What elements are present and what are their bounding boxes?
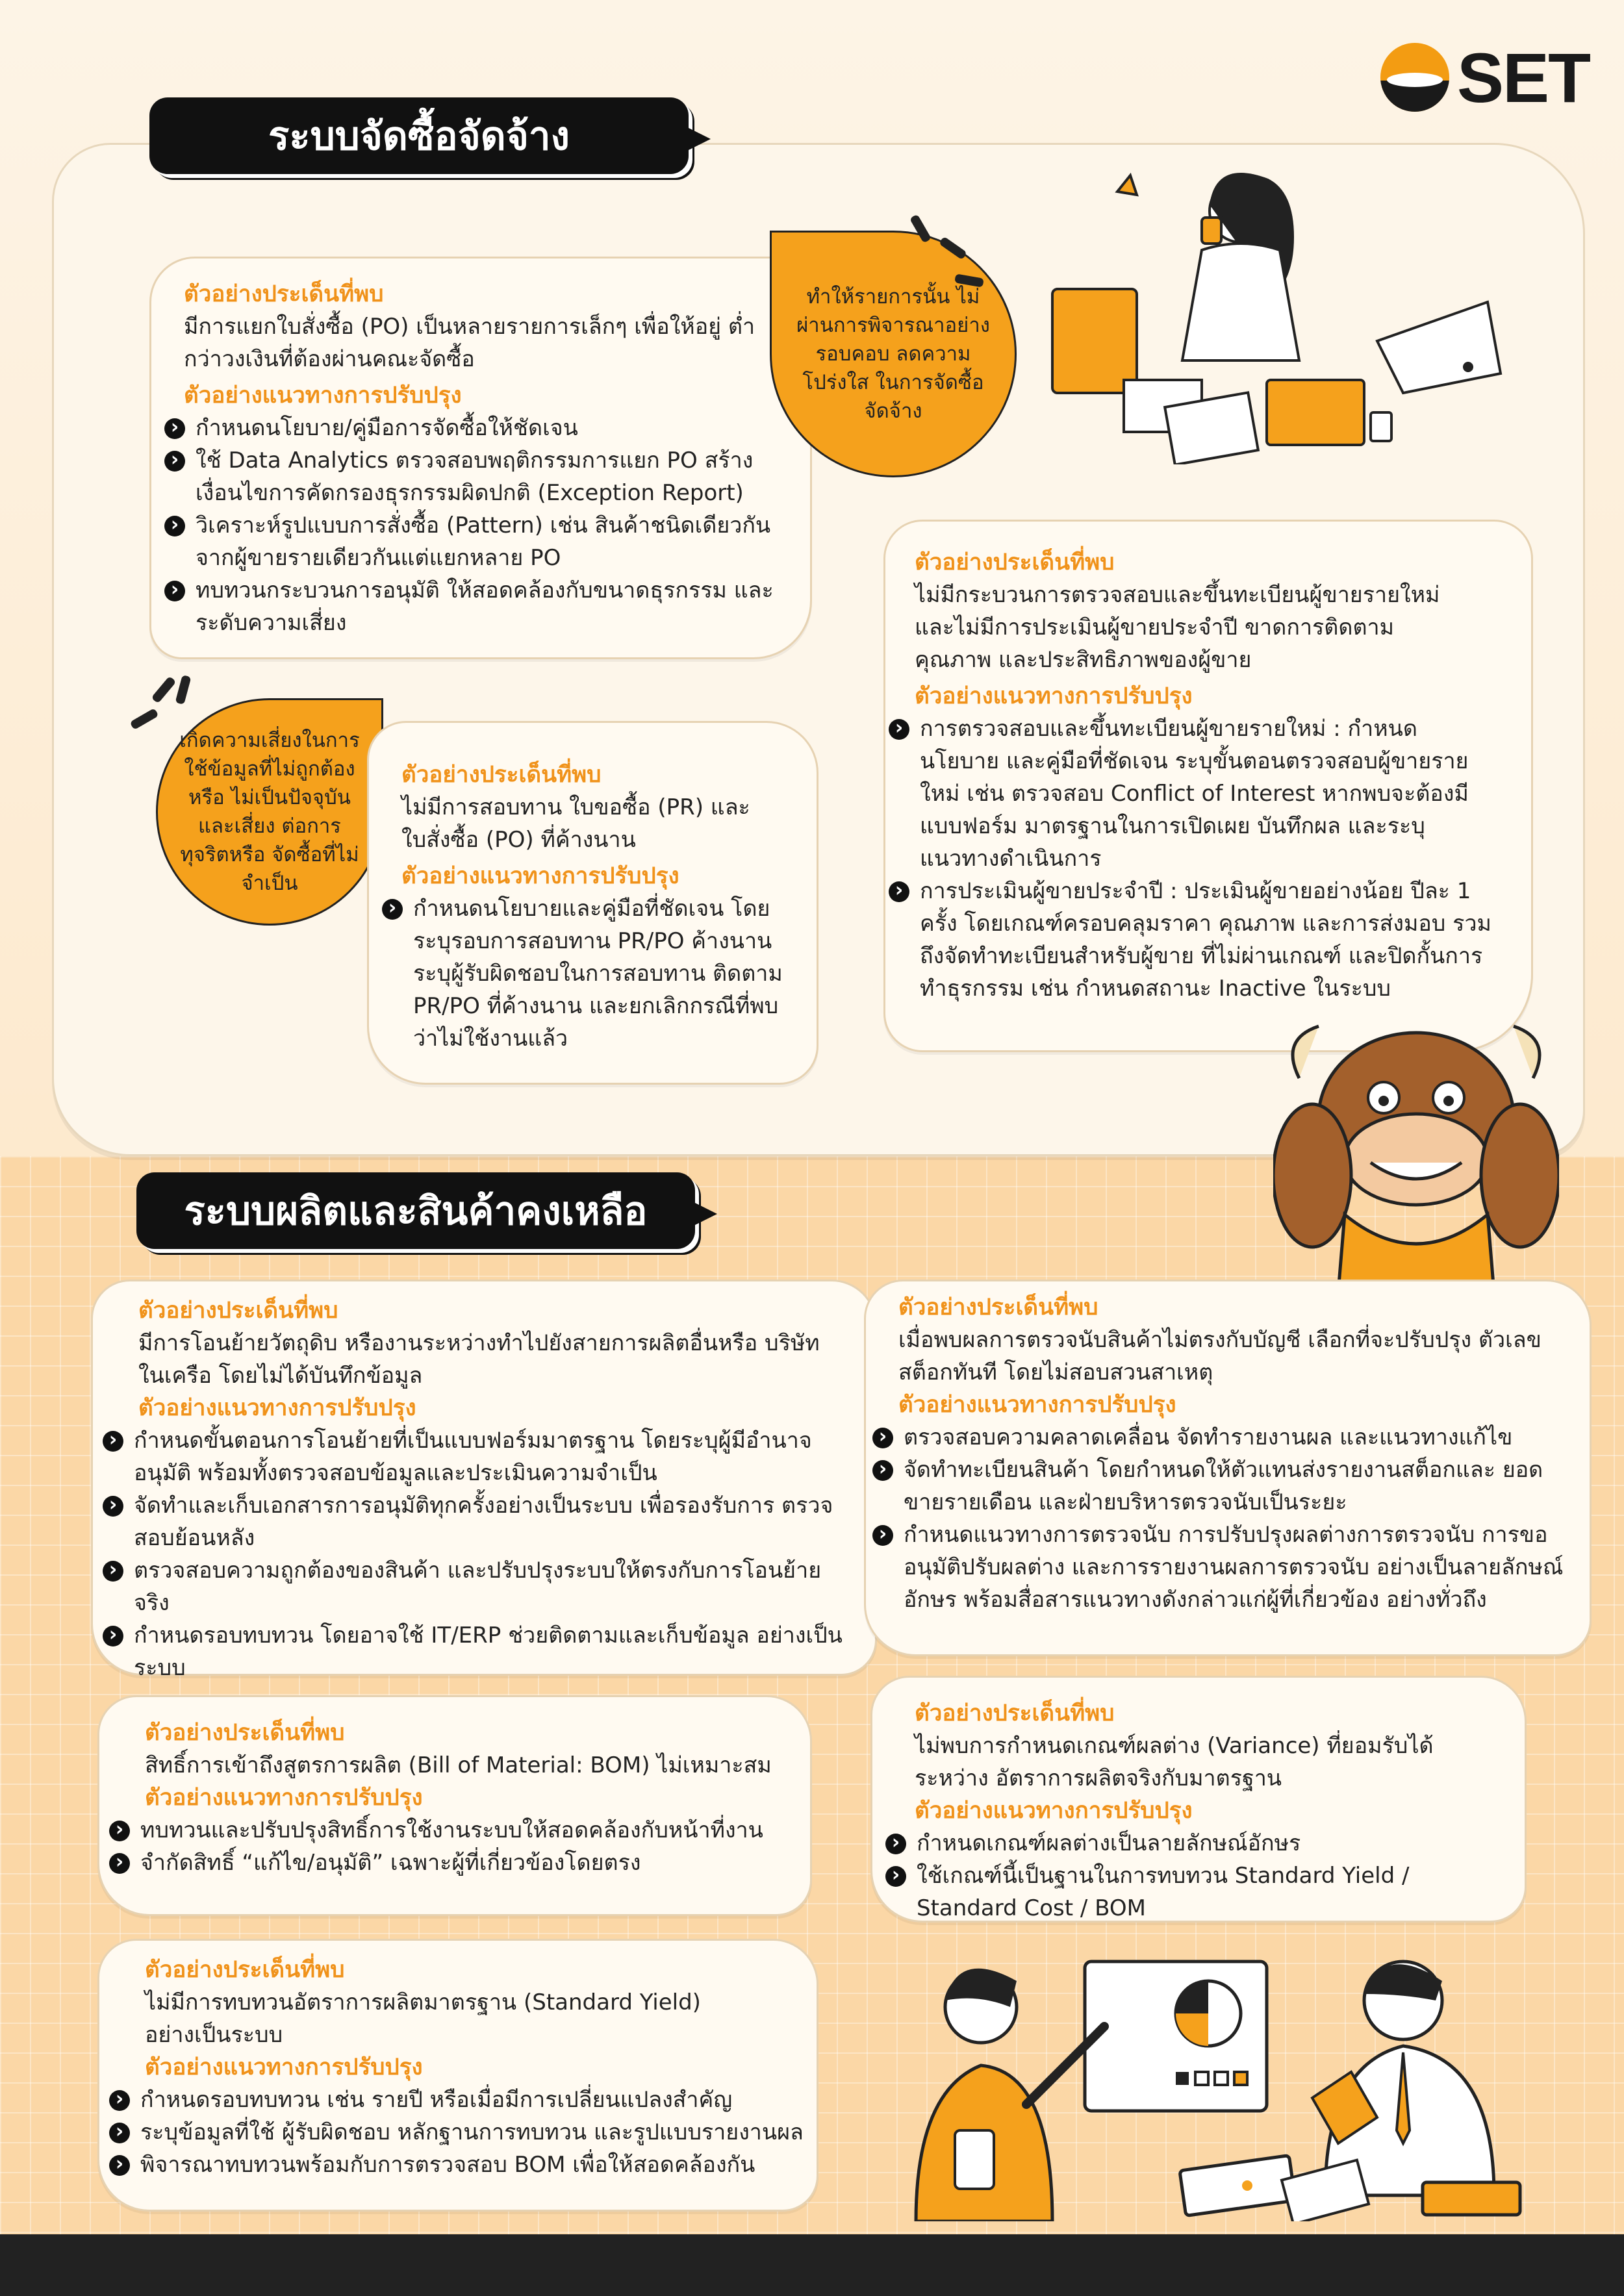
finding-title: ตัวอย่างประเด็นที่พบ xyxy=(401,762,602,788)
improve-list xyxy=(109,2084,804,2181)
logo-text: SET xyxy=(1457,38,1590,117)
improve-title: ตัวอย่างแนวทางการปรับปรุง xyxy=(915,683,1193,709)
list-item: › กำหนดนโยบาย/คู่มือการจัดซื้อให้ชัดเจน xyxy=(164,412,791,444)
footer-bar xyxy=(0,2234,1624,2296)
set-sun-icon xyxy=(1380,43,1449,112)
list-item: › ทบทวนและปรับปรุงสิทธิ์การใช้งานระบบให้สอดคล้องกับหน้าที่งาน xyxy=(109,1814,797,1847)
inventory-card-standard-yield xyxy=(97,1939,818,2212)
set-logo xyxy=(1380,39,1588,117)
finding-title: ตัวอย่างประเด็นที่พบ xyxy=(184,281,384,307)
finding-text: ไม่พบการกำหนดเกณฑ์ผลต่าง (Variance) ที่ยอมรับได้ระหว่าง อัตราการผลิตจริงกับมาตรฐาน xyxy=(915,1733,1434,1791)
improve-title: ตัวอย่างแนวทางการปรับปรุง xyxy=(145,2054,423,2080)
improve-list xyxy=(103,1424,856,1684)
consequence-bubble-1 xyxy=(770,231,1017,477)
list-item: › ใช้เกณฑ์นี้เป็นฐานในการทบทวน Standard Yield / Standard Cost / BOM xyxy=(885,1860,1490,1924)
improve-title: ตัวอย่างแนวทางการปรับปรุง xyxy=(898,1392,1176,1418)
finding-text: สิทธิ์การเข้าถึงสูตรการผลิต (Bill of Material: BOM) ไม่เหมาะสม xyxy=(145,1752,772,1778)
finding-text: ไม่มีการสอบทาน ใบขอซื้อ (PR) และ ใบสั่งซื้อ (PO) ที่ค้างนาน xyxy=(401,794,750,853)
improve-list xyxy=(382,892,804,1055)
consequence-bubble-2 xyxy=(156,698,383,926)
finding-title: ตัวอย่างประเด็นที่พบ xyxy=(915,549,1115,575)
list-item: › ตรวจสอบความถูกต้องของสินค้า และปรับปรุงระบบให้ตรงกับการโอนย้ายจริง xyxy=(103,1554,856,1619)
meeting-illustration xyxy=(896,1936,1533,2221)
list-item: › กำหนดรอบทบทวน เช่น รายปี หรือเมื่อมีการเปลี่ยนแปลงสำคัญ xyxy=(109,2084,804,2116)
finding-text: มีการแยกใบสั่งซื้อ (PO) เป็นหลายรายการเล็กๆ เพื่อให้อยู่ ต่ำกว่าวงเงินที่ต้องผ่านคณะจัดซื้อ xyxy=(184,314,755,372)
improve-title: ตัวอย่างแนวทางการปรับปรุง xyxy=(138,1395,416,1421)
inventory-card-variance xyxy=(870,1676,1527,1923)
list-item: › จัดทำและเก็บเอกสารการอนุมัติทุกครั้งอย่างเป็นระบบ เพื่อรองรับการ ตรวจสอบย้อนหลัง xyxy=(103,1489,856,1554)
list-item: › ทบทวนกระบวนการอนุมัติ ให้สอดคล้องกับขนาดธุรกรรม และระดับความเสี่ยง xyxy=(164,574,791,639)
bull-mascot xyxy=(1273,1000,1559,1299)
list-item: › กำหนดรอบทบทวน โดยอาจใช้ IT/ERP ช่วยติดตามและเก็บข้อมูล อย่างเป็นระบบ xyxy=(103,1619,856,1684)
finding-title: ตัวอย่างประเด็นที่พบ xyxy=(138,1298,338,1324)
list-item: › ระบุข้อมูลที่ใช้ ผู้รับผิดชอบ หลักฐานการทบทวน และรูปแบบรายงานผล xyxy=(109,2116,804,2149)
improve-title: ตัวอย่างแนวทางการปรับปรุง xyxy=(145,1785,423,1811)
procurement-card-po-splitting xyxy=(149,257,812,659)
list-item: › จัดทำทะเบียนสินค้า โดยกำหนดให้ตัวแทนส่งรายงานสต็อกและ ยอดขายรายเดือน และฝ่ายบริหารตรวจนับเป็นระยะ xyxy=(872,1454,1573,1519)
finding-text: ไม่มีกระบวนการตรวจสอบและขึ้นทะเบียนผู้ขายรายใหม่ และไม่มีการประเมินผู้ขายประจำปี ขาดการติดตามคุณภาพ และประสิทธิภาพของผู้ขาย xyxy=(915,582,1440,673)
list-item: › ใช้ Data Analytics ตรวจสอบพฤติกรรมการแยก PO สร้างเงื่อนไขการคัดกรองธุรกรรมผิดปกติ (Exception Report) xyxy=(164,444,791,509)
section-title-procurement xyxy=(149,97,689,174)
improve-list xyxy=(872,1421,1573,1616)
finding-text: เมื่อพบผลการตรวจนับสินค้าไม่ตรงกับบัญชี เลือกที่จะปรับปรุง ตัวเลขสต็อกทันที โดยไม่สอบสวนสาเหตุ xyxy=(898,1327,1542,1385)
section-title-text: ระบบจัดซื้อจัดจ้าง xyxy=(268,113,570,159)
list-item: › กำหนดแนวทางการตรวจนับ การปรับปรุงผลต่างการตรวจนับ การขออนุมัติปรับผลต่าง และการรายงานผลการตรวจนับ อย่างเป็นลายลักษณ์อักษร พร้อมสื่อสารแนวทางดังกล่าวแก่ผู้ที่เกี่ยวข้อง อย่างทั่วถึง xyxy=(872,1519,1573,1616)
woman-multitasking-illustration xyxy=(1039,166,1533,464)
improve-list xyxy=(109,1814,797,1879)
title-tail xyxy=(691,1201,717,1227)
section-title-production-inventory xyxy=(136,1172,695,1249)
improve-title: ตัวอย่างแนวทางการปรับปรุง xyxy=(915,1798,1193,1824)
finding-title: ตัวอย่างประเด็นที่พบ xyxy=(898,1294,1098,1320)
list-item: › กำหนดนโยบายและคู่มือที่ชัดเจน โดยระบุรอบการสอบทาน PR/PO ค้างนาน ระบุผู้รับผิดชอบในการสอบทาน ติดตาม PR/PO ที่ค้างนาน และยกเลิกกรณีที่พบว่าไม่ใช้งานแล้ว xyxy=(382,892,798,1055)
finding-title: ตัวอย่างประเด็นที่พบ xyxy=(145,1957,345,1983)
procurement-card-vendor-evaluation xyxy=(883,520,1533,1052)
inventory-card-bom-access xyxy=(97,1695,812,1916)
improve-title: ตัวอย่างแนวทางการปรับปรุง xyxy=(184,383,462,409)
list-item: › กำหนดเกณฑ์ผลต่างเป็นลายลักษณ์อักษร xyxy=(885,1827,1508,1860)
list-item: › กำหนดขั้นตอนการโอนย้ายที่เป็นแบบฟอร์มมาตรฐาน โดยระบุผู้มีอำนาจ อนุมัติ พร้อมทั้งตรวจสอบข้อมูลและประเมินความจำเป็น xyxy=(103,1424,856,1489)
finding-title: ตัวอย่างประเด็นที่พบ xyxy=(915,1700,1115,1726)
inventory-card-stock-adjustment xyxy=(864,1280,1592,1656)
improve-list xyxy=(889,713,1512,1005)
list-item: › ตรวจสอบความคลาดเคลื่อน จัดทำรายงานผล และแนวทางแก้ไข xyxy=(872,1421,1573,1454)
title-tail xyxy=(685,126,711,152)
list-item: › การตรวจสอบและขึ้นทะเบียนผู้ขายรายใหม่ : กำหนดนโยบาย และคู่มือที่ชัดเจน ระบุขั้นตอนตรวจสอบผู้ขายรายใหม่ เช่น ตรวจสอบ Conflict of Interest หากพบจะต้องมีแบบฟอร์ม มาตรฐานในการเปิดเผย บันทึกผล และระบุแนวทางดำเนินการ xyxy=(889,713,1493,875)
finding-text: ไม่มีการทบทวนอัตราการผลิตมาตรฐาน (Standard Yield) อย่างเป็นระบบ xyxy=(145,1989,701,2048)
finding-title: ตัวอย่างประเด็นที่พบ xyxy=(145,1720,345,1746)
improve-list xyxy=(164,412,791,639)
improve-title: ตัวอย่างแนวทางการปรับปรุง xyxy=(401,863,679,889)
inventory-card-unrecorded-transfer xyxy=(91,1280,877,1681)
finding-text: มีการโอนย้ายวัตถุดิบ หรืองานระหว่างทำไปยังสายการผลิตอื่นหรือ บริษัทในเครือ โดยไม่ได้บันทึกข้อมูล xyxy=(138,1330,820,1389)
list-item: › พิจารณาทบทวนพร้อมกับการตรวจสอบ BOM เพื่อให้สอดคล้องกัน xyxy=(109,2149,804,2181)
list-item: › จำกัดสิทธิ์ “แก้ไข/อนุมัติ” เฉพาะผู้ที่เกี่ยวข้องโดยตรง xyxy=(109,1847,797,1879)
bubble-text: เกิดความเสี่ยงในการ ใช้ข้อมูลที่ไม่ถูกต้อง หรือ ไม่เป็นปัจจุบัน และเสี่ยง ต่อการทุจริตหรือ จัดซื้อที่ไม่จำเป็น xyxy=(179,729,360,895)
list-item: › วิเคราะห์รูปแบบการสั่งซื้อ (Pattern) เช่น สินค้าชนิดเดียวกัน จากผู้ขายรายเดียวกันแต่แยกหลาย PO xyxy=(164,509,791,574)
procurement-card-pr-po-review xyxy=(367,721,818,1085)
section-title-text: ระบบผลิตและสินค้าคงเหลือ xyxy=(184,1188,648,1234)
improve-list xyxy=(885,1827,1508,1924)
bubble-text: ทำให้รายการนั้น ไม่ผ่านการพิจารณาอย่าง รอบคอบ ลดความโปร่งใส ในการจัดซื้อจัดจ้าง xyxy=(796,285,990,423)
list-item: › การประเมินผู้ขายประจำปี : ประเมินผู้ขายอย่างน้อย ปีละ 1 ครั้ง โดยเกณฑ์ครอบคลุมราคา คุณภาพ และการส่งมอบ รวมถึงจัดทำทะเบียนสำหรับผู้ขาย ที่ไม่ผ่านเกณฑ์ และปิดกั้นการทำธุรกรรม เช่น กำหนดสถานะ Inactive ในระบบ xyxy=(889,875,1493,1005)
